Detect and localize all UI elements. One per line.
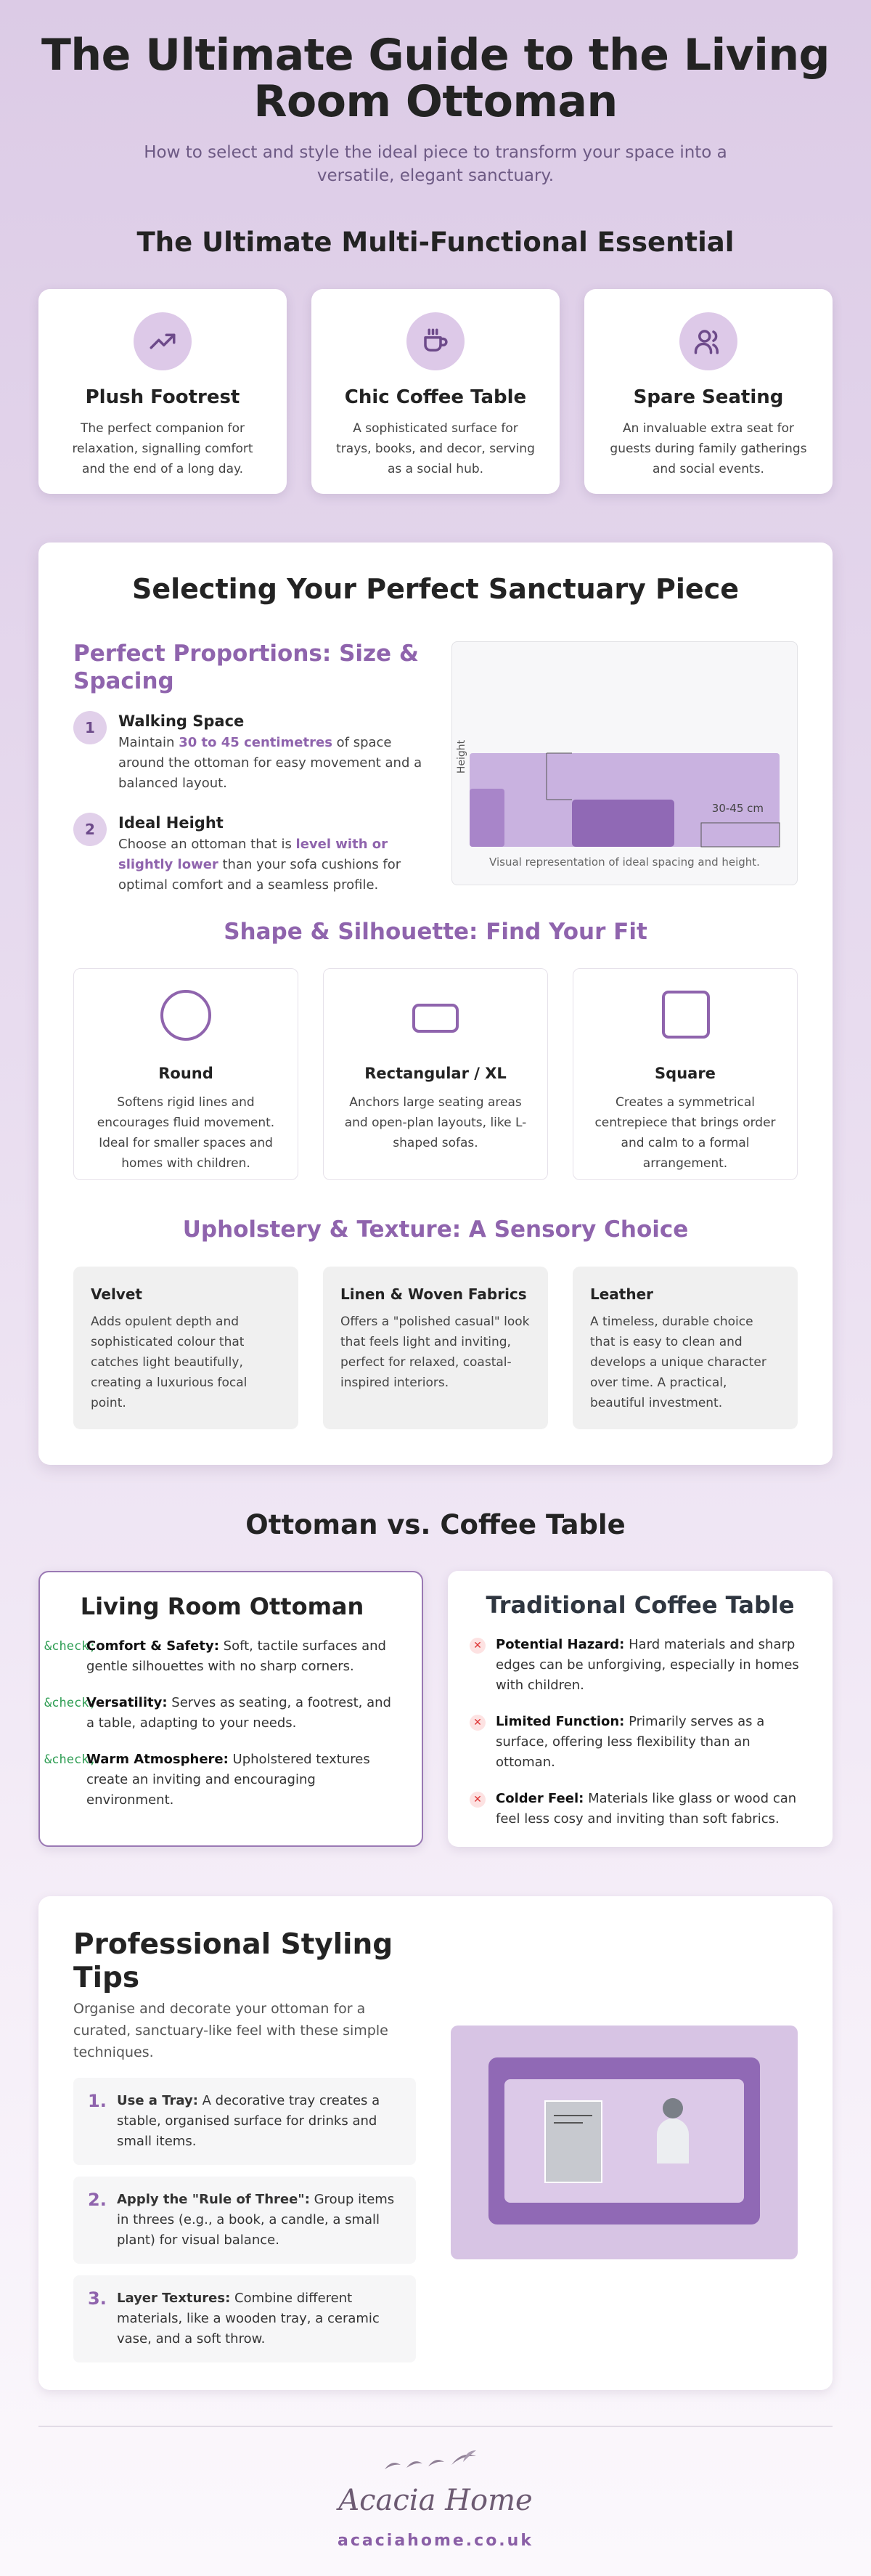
ottoman-pro-item: &check; Comfort & Safety: Soft, tactile surfaces and gentle silhouettes with no sharp corners. xyxy=(44,1636,400,1677)
step-title: Walking Space xyxy=(118,712,245,730)
ottoman-pro-item: &check; Versatility: Serves as seating, a footrest, and a table, adapting to your needs. xyxy=(44,1693,400,1734)
features-title: The Ultimate Multi-Functional Essential xyxy=(136,227,735,258)
texture-title: Upholstery & Texture: A Sensory Choice xyxy=(182,1216,689,1243)
users-icon xyxy=(679,312,737,370)
texture-title: Linen & Woven Fabrics xyxy=(340,1285,527,1303)
spacing-diagram-graphic xyxy=(452,642,798,886)
feature-title: Spare Seating xyxy=(633,386,784,408)
ottoman-card-title: Living Room Ottoman xyxy=(80,1593,364,1620)
coffee-table-con-item: ✕ Limited Function: Primarily serves as a surface, offering less flexibility than an ottoman. xyxy=(470,1712,811,1773)
styling-tips-section xyxy=(38,1896,833,2390)
shape-title: Shape & Silhouette: Find Your Fit xyxy=(224,919,647,945)
proportions-block xyxy=(73,640,429,895)
tip-number: 1. xyxy=(88,2091,107,2111)
coffee-cup-icon xyxy=(406,312,465,370)
height-label: Height xyxy=(456,739,468,774)
tip-number: 2. xyxy=(88,2190,107,2210)
versus-cards xyxy=(38,1571,833,1847)
check-icon: &check; xyxy=(44,1752,97,1767)
texture-title: Velvet xyxy=(91,1285,142,1303)
texture-cards xyxy=(73,1267,798,1429)
tip-item: 3. Layer Textures: Combine different materials, like a wooden tray, a ceramic vase, and a soft throw. xyxy=(73,2275,416,2362)
step-walking-space xyxy=(73,711,429,794)
feature-cards xyxy=(38,289,833,494)
texture-card-linen xyxy=(323,1267,548,1429)
shape-title: Rectangular / XL xyxy=(364,1065,507,1082)
ottoman-pro-item: &check; Warm Atmosphere: Upholstered textures create an inviting and encouraging environment. xyxy=(44,1750,400,1811)
feature-card-coffee-table xyxy=(311,289,560,494)
tip-item: 1. Use a Tray: A decorative tray creates a stable, organised surface for drinks and small items. xyxy=(73,2078,416,2165)
bird-logo-icon xyxy=(370,2449,501,2478)
coffee-table-card xyxy=(448,1571,833,1847)
feature-card-spare-seating xyxy=(584,289,833,494)
brand-url[interactable]: acaciahome.co.uk xyxy=(338,2532,533,2550)
feature-title: Plush Footrest xyxy=(85,386,240,408)
step-number: 2 xyxy=(73,813,107,846)
circle-shape-icon xyxy=(158,988,213,1043)
texture-card-velvet xyxy=(73,1267,298,1429)
proportions-title: Perfect Proportions: Size & Spacing xyxy=(73,641,419,694)
footer xyxy=(0,2449,871,2550)
tips-title: Professional Styling Tips xyxy=(73,1928,393,1994)
versus-title: Ottoman vs. Coffee Table xyxy=(245,1509,626,1540)
texture-title: Leather xyxy=(590,1285,654,1303)
shape-text: Creates a symmetrical centrepiece that brings order and calm to a formal arrangement. xyxy=(594,1095,776,1171)
close-icon: ✕ xyxy=(470,1638,486,1654)
check-icon: &check; xyxy=(44,1696,97,1710)
shape-card-rectangular xyxy=(323,968,548,1180)
step-ideal-height xyxy=(73,813,429,895)
coffee-table-con-item: ✕ Potential Hazard: Hard materials and sharp edges can be unforgiving, especially in homes with children. xyxy=(470,1635,811,1696)
tips-list xyxy=(73,2078,416,2374)
tip-number: 3. xyxy=(88,2288,107,2309)
texture-text: Adds opulent depth and sophisticated colour that catches light beautifully, creating a luxurious focal point. xyxy=(91,1315,248,1410)
texture-text: A timeless, durable choice that is easy to clean and develops a unique character over time. A practical, beautiful investment. xyxy=(590,1315,766,1410)
close-icon: ✕ xyxy=(470,1715,486,1731)
step-number: 1 xyxy=(73,711,107,744)
texture-card-leather xyxy=(573,1267,798,1429)
step-text: Maintain 30 to 45 centimetres of space around the ottoman for easy movement and a balanced layout. xyxy=(118,735,422,791)
shape-text: Softens rigid lines and encourages fluid movement. Ideal for smaller spaces and homes with children. xyxy=(97,1095,275,1171)
rectangle-shape-icon xyxy=(408,988,463,1043)
shape-card-round xyxy=(73,968,298,1180)
coffee-table-card-title: Traditional Coffee Table xyxy=(486,1591,795,1619)
feature-text: A sophisticated surface for trays, books, and decor, serving as a social hub. xyxy=(336,421,535,476)
step-text: Choose an ottoman that is level with or slightly lower than your sofa cushions for optimal comfort and a seamless profile. xyxy=(118,837,401,893)
shape-title: Square xyxy=(655,1065,716,1082)
square-shape-icon xyxy=(658,988,713,1043)
selection-title: Selecting Your Perfect Sanctuary Piece xyxy=(131,573,740,605)
distance-label: 30-45 cm xyxy=(711,802,764,815)
page-subtitle: How to select and style the ideal piece to transform your space into a versatile, elegant sanctuary. xyxy=(144,143,727,185)
feature-title: Chic Coffee Table xyxy=(344,386,527,408)
shape-card-square xyxy=(573,968,798,1180)
texture-text: Offers a "polished casual" look that feels light and inviting, perfect for relaxed, coastal-inspired interiors. xyxy=(340,1315,530,1390)
brand-logo: Acacia Home xyxy=(338,2484,533,2517)
spacing-diagram xyxy=(451,641,798,885)
tip-item: 2. Apply the "Rule of Three": Group items in threes (e.g., a book, a candle, a small plant) for visual balance. xyxy=(73,2177,416,2264)
trending-up-icon xyxy=(134,312,192,370)
close-icon: ✕ xyxy=(470,1792,486,1808)
shape-title: Round xyxy=(158,1065,213,1082)
selection-section xyxy=(38,543,833,1465)
feature-text: The perfect companion for relaxation, signalling comfort and the end of a long day. xyxy=(72,421,253,476)
feature-card-footrest xyxy=(38,289,287,494)
shape-text: Anchors large seating areas and open-plan layouts, like L-shaped sofas. xyxy=(344,1095,527,1150)
coffee-table-con-item: ✕ Colder Feel: Materials like glass or wood can feel less cosy and inviting than soft fabrics. xyxy=(470,1789,811,1829)
tips-intro: Organise and decorate your ottoman for a curated, sanctuary-like feel with these simple techniques. xyxy=(73,2001,388,2060)
footer-divider xyxy=(38,2426,833,2427)
hero xyxy=(0,0,871,187)
diagram-caption: Visual representation of ideal spacing and height. xyxy=(489,856,760,869)
check-icon: &check; xyxy=(44,1639,97,1654)
styled-ottoman-illustration xyxy=(451,2026,798,2259)
ottoman-card xyxy=(38,1571,423,1847)
shape-cards xyxy=(73,968,798,1180)
step-title: Ideal Height xyxy=(118,814,224,832)
page-title: The Ultimate Guide to the Living Room Ottoman xyxy=(41,30,830,127)
feature-text: An invaluable extra seat for guests during family gatherings and social events. xyxy=(610,421,807,476)
